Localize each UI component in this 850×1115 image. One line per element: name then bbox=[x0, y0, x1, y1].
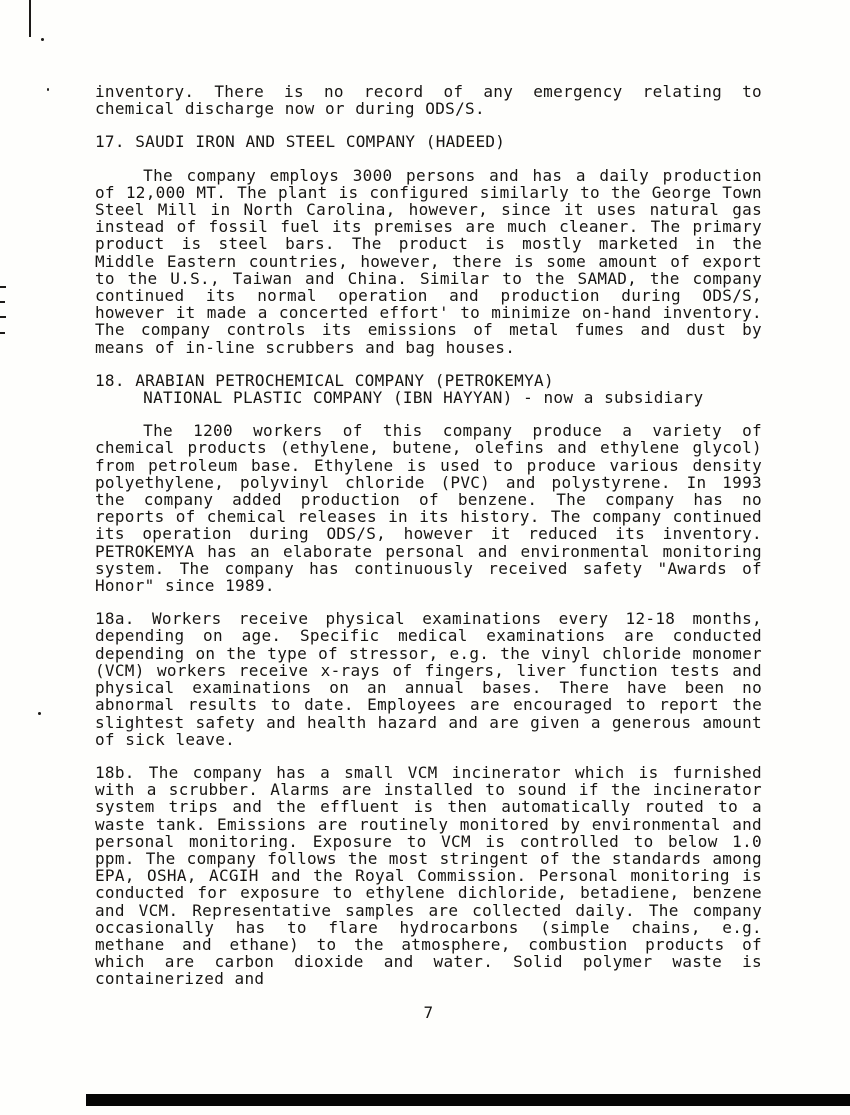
text-column bbox=[95, 83, 762, 1021]
scan-artifact-speck bbox=[38, 712, 41, 715]
section-17-paragraph: The company employs 3000 persons and has a daily production of 12,000 MT. The plant is configured similarly to the George Town Steel Mill in North Carolina, however, since it uses natural gas instead of fossil fuel its premises are much cleaner. The primary product is steel bars. The product is mostly marketed in the Middle Eastern countries, however, there is some amount of export to the U.S., Taiwan and China. Similar to the SAMAD, the company continued its normal operation and production during ODS/S, however it made a concerted effort' to minimize on-hand inventory. The company controls its emissions of metal fumes and dust by means of in-line scrubbers and bag houses. bbox=[95, 165, 762, 357]
scan-artifact-tick bbox=[0, 286, 6, 288]
scan-artifact-tick bbox=[0, 316, 6, 318]
section-18-heading-line2: NATIONAL PLASTIC COMPANY (IBN HAYYAN) - now a subsidiary bbox=[143, 388, 704, 408]
scan-artifact-speck bbox=[47, 88, 49, 91]
scan-artifact-tick bbox=[0, 301, 5, 303]
section-18-heading-line1: 18. ARABIAN PETROCHEMICAL COMPANY (PETROKEMYA) bbox=[95, 370, 554, 390]
section-18a-paragraph: 18a. Workers receive physical examinations every 12-18 months, depending on age. Specific medical examinations are conducted depending on the type of stressor, e.g. the vinyl chloride monomer (VCM) workers receive x-rays of fingers, liver function tests and physical examinations on an annual bases. There have been no abnormal results to date. Employees are encouraged to report the slightest safety and health hazard and are given a generous amount of sick leave. bbox=[95, 609, 762, 749]
scan-artifact-tick bbox=[0, 332, 5, 334]
section-18-heading bbox=[95, 372, 762, 406]
scan-artifact-bottom-bar bbox=[86, 1094, 850, 1106]
paragraph-continuation: inventory. There is no record of any emergency relating to chemical discharge now or during ODS/S. bbox=[95, 82, 762, 119]
section-18-paragraph: The 1200 workers of this company produce a variety of chemical products (ethylene, butene, olefins and ethylene glycol) from petroleum base. Ethylene is used to produce various density polyethylene, polyvinyl chloride (PVC) and polystyrene. In 1993 the company added production of benzene. The company has no reports of chemical releases in its history. The company continued its operation during ODS/S, however it reduced its inventory. PETROKEMYA has an elaborate personal and environmental monitoring system. The company has continuously received safety "Awards of Honor" since 1989. bbox=[95, 421, 762, 596]
section-18b-paragraph: 18b. The company has a small VCM incinerator which is furnished with a scrubber. Alarms are installed to sound if the incinerator system trips and the effluent is then automatically routed to a waste tank. Emissions are routinely monitored by environmental and personal monitoring. Exposure to VCM is controlled to below 1.0 ppm. The company follows the most stringent of the standards among EPA, OSHA, ACGIH and the Royal Commission. Personal monitoring is conducted for exposure to ethylene dichloride, betadiene, benzene and VCM. Representative samples are collected daily. The company occasionally has to flare hydrocarbons (simple chains, e.g. methane and ethane) to the atmosphere, combustion products of which are carbon dioxide and water. Solid polymer waste is containerized and bbox=[95, 762, 762, 989]
page-number: 7 bbox=[423, 1002, 434, 1022]
scan-artifact-vertical-line bbox=[29, 0, 31, 37]
scan-artifact-speck bbox=[41, 38, 44, 41]
section-17-heading: 17. SAUDI IRON AND STEEL COMPANY (HADEED) bbox=[95, 132, 506, 152]
